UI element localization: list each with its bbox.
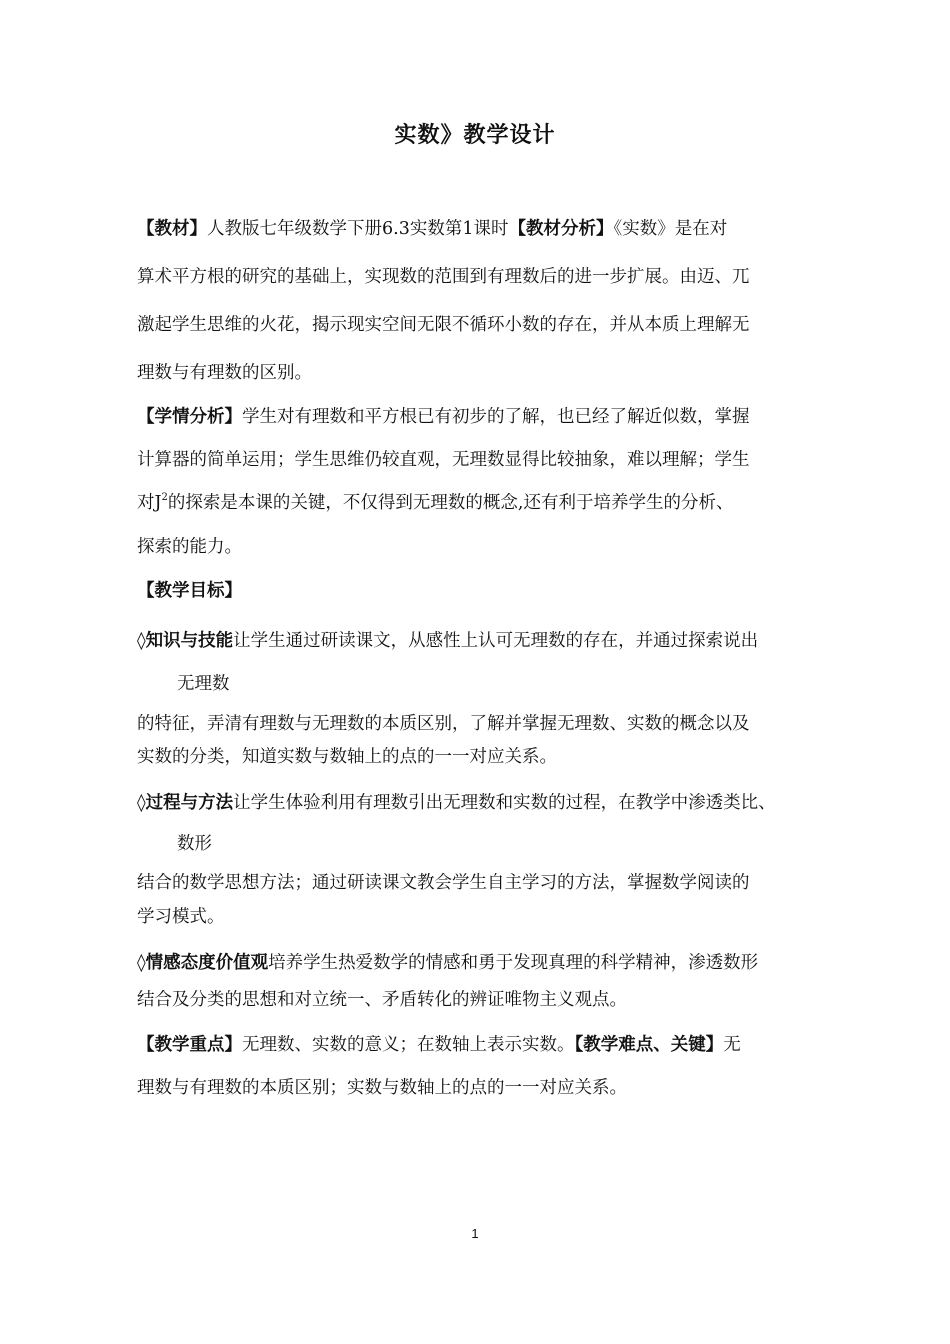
knowledge-line-1: [137, 630, 758, 652]
page-number: 1: [471, 1226, 479, 1241]
jiaocai-line-3: 激起学生思维的火花，揭示现实空间无限不循环小数的存在，并从本质上理解无: [137, 315, 750, 335]
superscript-two: 2: [161, 492, 168, 503]
xueqing-line-4: 探索的能力。: [137, 537, 242, 557]
zhongdian-label: 【教学重点】: [137, 1035, 242, 1055]
diamond-icon: ◊: [137, 631, 146, 651]
process-line-3: 结合的数学思想方法；通过研读课文教会学生自主学习的方法，掌握数学阅读的: [137, 873, 750, 893]
jiaocai-line-1: [137, 218, 727, 240]
emotion-label: 情感态度价值观: [145, 953, 269, 973]
xueqing-line-2: 计算器的简单运用；学生思维仍较直观，无理数显得比较抽象，难以理解；学生: [137, 450, 750, 470]
emotion-line-1: [137, 952, 758, 974]
xueqing-line-1: [137, 406, 750, 428]
emotion-line-2: 结合及分类的思想和对立统一、矛盾转化的辨证唯物主义观点。: [137, 990, 627, 1010]
knowledge-line-4: 实数的分类，知道实数与数轴上的点的一一对应关系。: [137, 747, 557, 767]
xueqing-line3-pre: 对J: [137, 493, 162, 513]
process-line-1: [137, 792, 776, 814]
jiaocai-line-2: 算术平方根的研究的基础上，实现数的范围到有理数后的进一步扩展。由迈、兀: [137, 267, 750, 287]
document-title: 实数》教学设计: [394, 123, 556, 148]
diamond-icon: ◊: [137, 793, 146, 813]
process-line-4: 学习模式。: [137, 907, 225, 927]
xueqing-text: 学生对有理数和平方根已有初步的了解，也已经了解近似数，掌握: [242, 407, 750, 427]
knowledge-line-2: 无理数: [177, 674, 230, 694]
knowledge-text: 让学生通过研读课文，从感性上认可无理数的存在，并通过探索说出: [233, 631, 759, 651]
jiaocai-label: 【教材】: [137, 219, 207, 239]
xueqing-label: 【学情分析】: [137, 407, 242, 427]
jiaocai-text: 人教版七年级数学下册6.3实数第1课时: [207, 219, 509, 239]
jiaocai-analysis-text: 《实数》是在对: [613, 219, 728, 239]
jiaocai-analysis-label: 【教材分析】: [508, 219, 614, 239]
mubiao-heading: 【教学目标】: [137, 581, 242, 601]
nandian-label: 【教学难点、关键】: [574, 1035, 724, 1055]
process-text: 让学生体验利用有理数引出无理数和实数的过程，在教学中渗透类比、: [233, 793, 776, 813]
xueqing-line3-post: 的探索是本课的关键，不仅得到无理数的概念,还有利于培养学生的分析、: [167, 493, 734, 513]
process-label: 过程与方法: [145, 793, 234, 813]
knowledge-line-3: 的特征，弄清有理数与无理数的本质区别，了解并掌握无理数、实数的概念以及: [137, 714, 750, 734]
zhongdian-line-2: 理数与有理数的本质区别；实数与数轴上的点的一一对应关系。: [137, 1078, 627, 1098]
emotion-text: 培养学生热爱数学的情感和勇于发现真理的科学精神，渗透数形: [268, 953, 759, 973]
process-line-2: 数形: [177, 834, 212, 854]
diamond-icon: ◊: [137, 953, 146, 973]
jiaocai-line-4: 理数与有理数的区别。: [137, 363, 312, 383]
nandian-text-start: 无: [723, 1035, 741, 1055]
zhongdian-text: 无理数、实数的意义；在数轴上表示实数。: [242, 1035, 575, 1055]
zhongdian-line-1: [137, 1034, 741, 1056]
knowledge-label: 知识与技能: [145, 631, 234, 651]
xueqing-line-3: [137, 492, 733, 514]
